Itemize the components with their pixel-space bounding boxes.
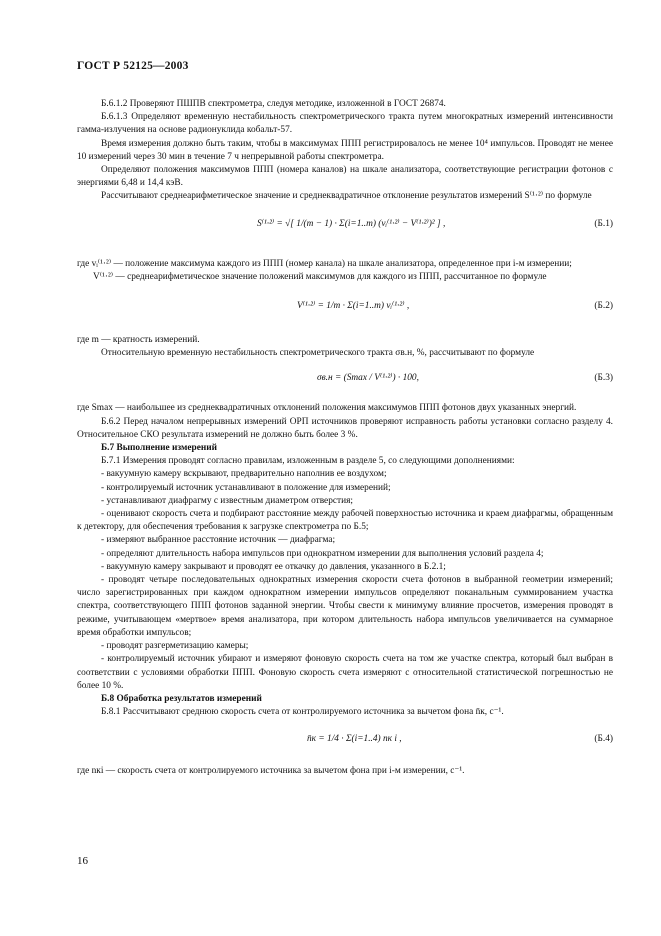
page-body bbox=[77, 98, 613, 779]
list-item: - устанавливают диафрагму с известным диаметром отверстия; bbox=[101, 495, 354, 506]
paragraph-b613: Б.6.1.3 Определяют временную нестабильность спектрометрического тракта путем многократных измерений интенсивности гамма-излучения на основе радионуклида кобальт-57. bbox=[77, 112, 613, 136]
b7-list bbox=[77, 468, 613, 692]
formula-b2 bbox=[77, 288, 613, 330]
definition-m: где m — кратность измерений. bbox=[77, 335, 200, 346]
list-item: - проводят четыре последовательных однократных измерения скорости счета фотонов в выбранной геометрии измерений; число зарегистрированных при каждом однократном измерении импульсов определяют поканальным суммированием участка спектра, соответствующего ППП фотонов заданной энергии. Чтобы свести к минимуму влияние просчетов, измерения проводят в режиме, учитывающем «мертвое» время анализатора, при котором длительность набора импульсов увеличивается на суммарное время обработки импульсов; bbox=[77, 575, 613, 638]
formula-b4-number: (Б.4) bbox=[594, 734, 613, 745]
definition-smax-symbol: где Smax — bbox=[77, 403, 125, 414]
section-b8-title: Б.8 Обработка результатов измерений bbox=[101, 693, 262, 704]
list-item: - вакуумную камеру закрывают и проводят ее откачку до давления, указанного в Б.2.1; bbox=[101, 561, 446, 572]
paragraph-calc: Рассчитывают среднеарифметическое значение и среднеквадратичное отклонение результатов измерений S⁽¹·²⁾ по формуле bbox=[101, 191, 592, 202]
formula-b4 bbox=[77, 723, 613, 761]
formula-b2-expression: V⁽¹·²⁾ = 1/m · Σ(i=1..m) vᵢ⁽¹·²⁾ , bbox=[297, 301, 410, 312]
definition-v-mean bbox=[77, 271, 613, 284]
definition-v-i-text: положение максимума каждого из ППП (номер канала) на шкале анализатора, определенное при i-м измерении; bbox=[125, 258, 572, 269]
list-item: - определяют длительность набора импульсов при однократном измерении для выполнения условий раздела 4; bbox=[101, 548, 544, 559]
definition-nki: где nкi — скорость счета от контролируемого источника за вычетом фона при i-м измерении, с⁻¹. bbox=[77, 766, 465, 777]
paragraph-relative: Относительную временную нестабильность спектрометрического тракта σв.н, %, рассчитывают по формуле bbox=[101, 348, 535, 359]
formula-b3-number: (Б.3) bbox=[594, 373, 613, 384]
paragraph-b612: Б.6.1.2 Проверяют ПШПВ спектрометра, следуя методике, изложенной в ГОСТ 26874. bbox=[101, 99, 446, 109]
formula-b2-number: (Б.2) bbox=[594, 301, 613, 312]
document-header: ГОСТ Р 52125—2003 bbox=[77, 60, 189, 72]
definition-v-mean-text: среднеарифметическое значение положений максимумов для каждого из ППП, рассчитанное по формуле bbox=[127, 271, 547, 282]
definition-v-mean-symbol: V⁽¹·²⁾ — bbox=[93, 271, 125, 282]
paragraph-b71: Б.7.1 Измерения проводят согласно правилам, изложенным в разделе 5, со следующими дополнениями: bbox=[101, 456, 515, 467]
formula-b3 bbox=[77, 364, 613, 398]
list-item: - контролируемый источник устанавливают в положение для измерений; bbox=[101, 482, 391, 493]
list-item: - контролируемый источник убирают и измеряют фоновую скорость счета на том же участке спектра, который был выбран в соответствии с условиями обработки ППП. Фоновую скорость счета измеряют с относительной статистической погрешностью не более 10 %. bbox=[77, 654, 613, 691]
list-item: - проводят разгерметизацию камеры; bbox=[101, 641, 249, 652]
formula-b1-number: (Б.1) bbox=[594, 218, 613, 229]
definition-smax-text: наибольшее из среднеквадратичных отклонений положения максимумов ППП фотонов двух указанных энергий. bbox=[126, 403, 577, 414]
formula-b1-expression: S⁽¹·²⁾ = √[ 1/(m − 1) · Σ(i=1..m) (vᵢ⁽¹·²⁾ − V⁽¹·²⁾)² ] , bbox=[257, 218, 446, 229]
list-item: - вакуумную камеру вскрывают, предварительно наполнив ее воздухом; bbox=[101, 469, 387, 480]
paragraph-positions: Определяют положения максимумов ППП (номера каналов) на шкале анализатора, соответствующие регистрации фотонов с энергиями 6,48 и 14,4 кэВ. bbox=[77, 165, 613, 189]
definition-v-i bbox=[77, 258, 613, 271]
formula-b1 bbox=[77, 208, 613, 254]
formula-b3-expression: σв.н = (Smax / V⁽¹·²⁾) · 100, bbox=[317, 373, 419, 384]
formula-b4-expression: n̄к = 1/4 · Σ(i=1..4) nк i , bbox=[307, 734, 402, 745]
definition-smax bbox=[77, 402, 613, 415]
section-b7-title: Б.7 Выполнение измерений bbox=[101, 443, 218, 454]
list-item: - измеряют выбранное расстояние источник — диафрагма; bbox=[101, 535, 336, 546]
page-number: 16 bbox=[77, 855, 88, 867]
list-item: - оценивают скорость счета и подбирают расстояние между рабочей поверхностью источника и краем диафрагмы, обращенным к детектору, для обеспечения требования к загрузке спектрометра по Б.5; bbox=[77, 509, 613, 533]
definition-v-i-symbol: где vᵢ⁽¹·²⁾ — bbox=[77, 258, 123, 269]
paragraph-b81: Б.8.1 Рассчитывают среднюю скорость счета от контролируемого источника за вычетом фона n̄к, с⁻¹. bbox=[101, 707, 504, 718]
paragraph-b62: Б.6.2 Перед началом непрерывных измерений ОРП источников проверяют исправность работы установки согласно разделу 4. Относительное СКО результата измерений не должно быть более 3 %. bbox=[77, 416, 613, 440]
paragraph-time: Время измерения должно быть таким, чтобы в максимумах ППП регистрировалось не менее 10⁴ импульсов. Проводят не менее 10 измерений через 30 мин в течение 7 ч непрерывной работы спектрометра. bbox=[77, 138, 613, 162]
